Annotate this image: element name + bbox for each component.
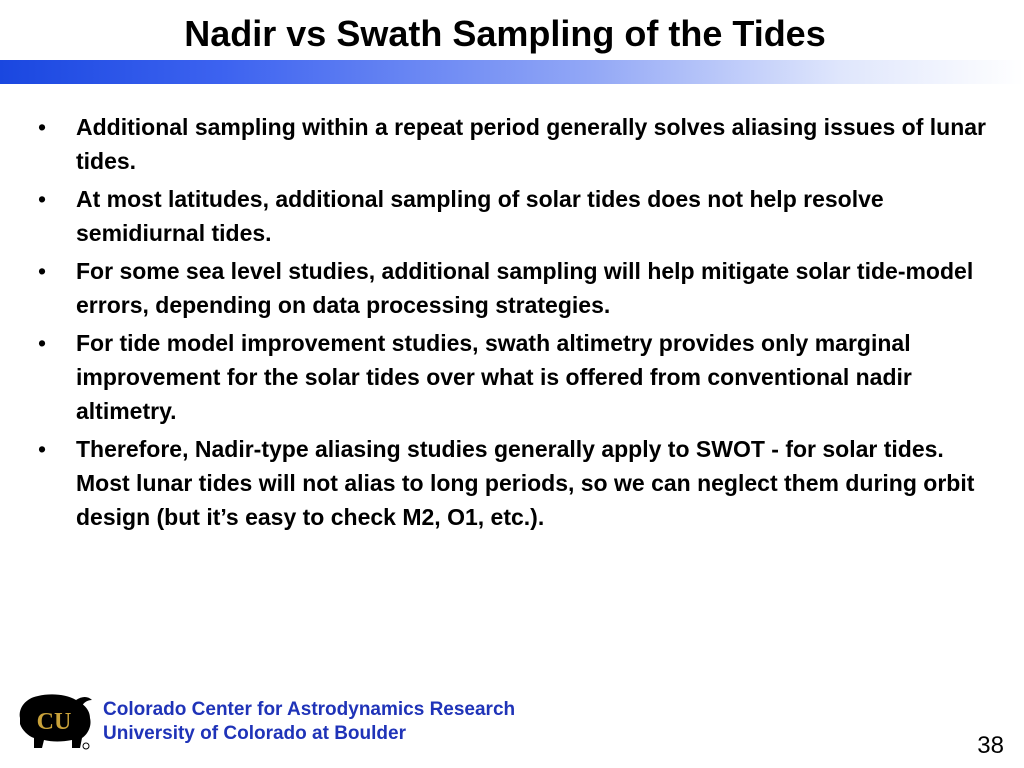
bullet-dot-icon: • — [37, 186, 47, 212]
bullet-dot-icon: • — [37, 258, 47, 284]
logo-letters: CU — [36, 709, 72, 735]
bullet-item — [32, 432, 1002, 534]
bullet-dot-icon: • — [37, 436, 47, 462]
slide-title: Nadir vs Swath Sampling of the Tides — [184, 13, 826, 54]
bullet-item — [32, 110, 1002, 178]
bullet-item — [32, 182, 1002, 250]
bullet-item — [32, 254, 1002, 322]
bullet-item — [32, 326, 1002, 428]
bullet-dot-icon: • — [37, 114, 47, 140]
bullet-text: For tide model improvement studies, swath altimetry provides only marginal improvement for the solar tides over what is offered from conventional nadir altimetry. — [76, 330, 912, 424]
footer-line-center: Colorado Center for Astrodynamics Research — [103, 699, 516, 720]
bullet-text: Additional sampling within a repeat period generally solves aliasing issues of lunar tides. — [76, 114, 987, 174]
bullet-text: For some sea level studies, additional sampling will help mitigate solar tide-model errors, depending on data processing strategies. — [76, 258, 974, 318]
bullet-dot-icon: • — [37, 330, 47, 356]
bullet-text: At most latitudes, additional sampling of solar tides does not help resolve semidiurnal tides. — [76, 186, 884, 246]
footer-institution — [103, 698, 515, 746]
footer-line-university: University of Colorado at Boulder — [103, 723, 406, 744]
title-gradient-bar — [0, 60, 1024, 84]
page-number: 38 — [977, 732, 1004, 759]
buffalo-cu-logo-icon — [14, 688, 96, 754]
bullet-list — [32, 110, 1002, 538]
bullet-text: Therefore, Nadir-type aliasing studies generally apply to SWOT - for solar tides. Most lunar tides will not alias to long periods, so we can neglect them during orbit design (but it’s easy to check M2, O1, etc.). — [76, 436, 975, 530]
